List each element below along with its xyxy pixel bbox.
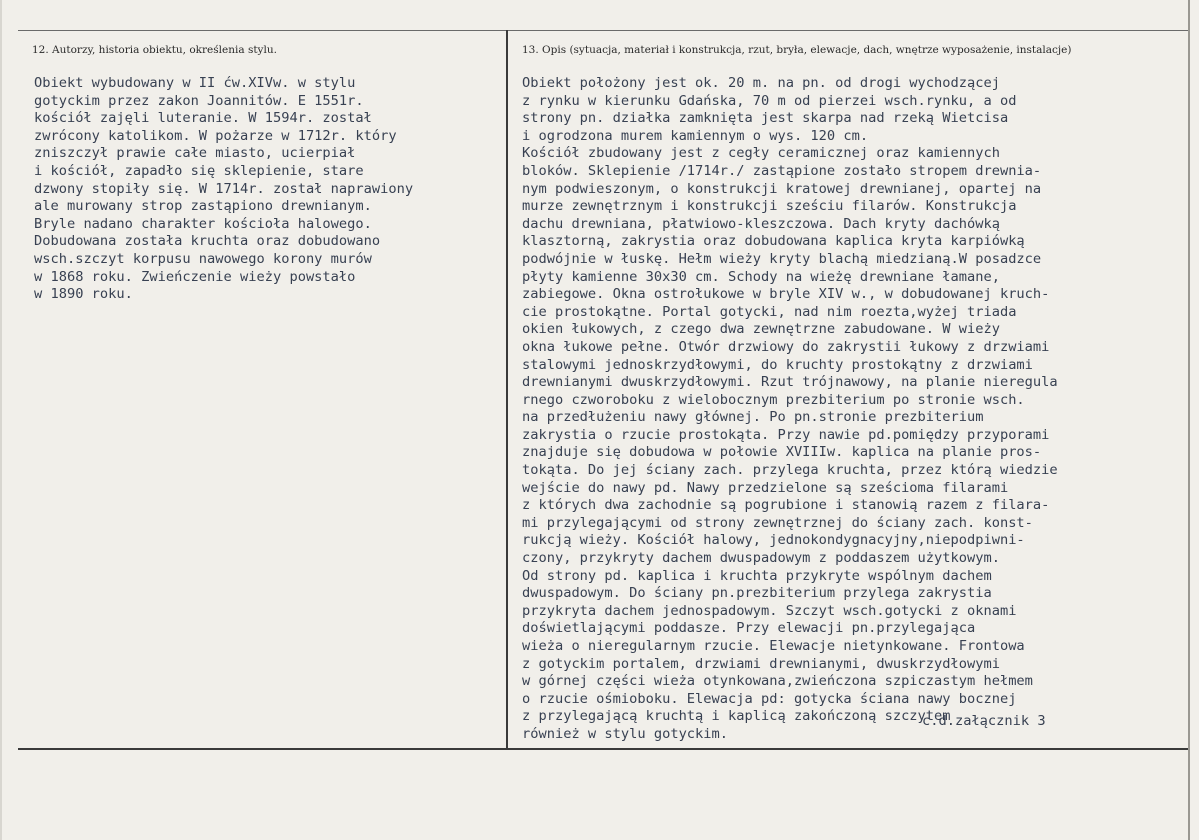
description-text-line: z których dwa zachodnie są pogrubione i stanowią razem z filara-	[522, 497, 1050, 514]
column-divider	[506, 30, 508, 750]
description-text-line: podwójnie w łuskę. Hełm wieży kryty blachą miedzianą.W posadzce	[522, 250, 1042, 267]
history-text-line: w 1890 roku.	[34, 286, 133, 303]
description-text-line: Kościół zbudowany jest z cegły ceramicznej oraz kamiennych	[522, 145, 1000, 162]
section-13-heading: 13. Opis (sytuacja, materiał i konstrukcja, rzut, bryła, elewacje, dach, wnętrze wyposażenie, instalacje)	[522, 44, 1072, 56]
description-text-line: doświetlającymi poddasze. Przy elewacji pn.przylegająca	[522, 620, 976, 637]
history-text-line: gotyckim przez zakon Joannitów. E 1551r.	[34, 92, 364, 109]
description-text-line: rukcją wieży. Kościół halowy, jednokondygnacyjny,niepodpiwni-	[522, 532, 1025, 549]
description-text-line: Obiekt położony jest ok. 20 m. na pn. od drogi wychodzącej	[522, 75, 1000, 91]
description-text-line: i ogrodzona murem kamiennym o wys. 120 cm.	[522, 127, 869, 144]
description-text-line: drewnianymi dwuskrzydłowymi. Rzut trójnawowy, na planie nieregula	[522, 374, 1058, 391]
description-text-line: nym podwieszonym, o konstrukcji kratowej drewnianej, opartej na	[522, 180, 1042, 197]
history-text-line: ale murowany strop zastąpiono drewnianym.	[34, 198, 372, 215]
description-text-line: strony pn. działka zamknięta jest skarpa nad rzeką Wietcisa	[522, 110, 1009, 127]
top-rule	[18, 30, 1188, 31]
description-text-line: rnego czworoboku z wielobocznym prezbiterium po stronie wsch.	[522, 391, 1025, 408]
description-text-line: dwuspadowym. Do ściany pn.prezbiterium przylega zakrystia	[522, 585, 992, 602]
history-text-line: dzwony stopiły się. W 1714r. został naprawiony	[34, 180, 414, 197]
history-text-block	[34, 75, 413, 304]
description-text-line: mi przylegającymi od strony zewnętrznej do ściany zach. konst-	[522, 514, 1033, 531]
description-text-line: stalowymi jednoskrzydłowymi, do kruchty prostokątny z drzwiami	[522, 356, 1033, 373]
description-text-line: zakrystia o rzucie prostokąta. Przy nawie pd.pomiędzy przyporami	[522, 426, 1050, 443]
description-text-line: znajduje się dobudowa w połowie XVIIIw. kaplica na planie pros-	[522, 444, 1042, 461]
description-text-line: w górnej części wieża otynkowana,zwieńczona szpiczastym hełmem	[522, 673, 1033, 690]
description-text-line: Od strony pd. kaplica i kruchta przykryte wspólnym dachem	[522, 567, 992, 584]
description-text-line: na przedłużeniu nawy głównej. Po pn.stronie prezbiterium	[522, 409, 984, 426]
page-edge-right	[1188, 0, 1190, 840]
description-text-line: z gotyckim portalem, drzwiami drewnianymi, dwuskrzydłowymi	[522, 655, 1000, 672]
page-edge-left	[0, 0, 2, 840]
description-text-line: przykryta dachem jednospadowym. Szczyt wsch.gotycki z oknami	[522, 602, 1017, 619]
description-text-line: również w stylu gotyckim.	[522, 725, 729, 742]
history-text-line: wsch.szczyt korpusu nawowego korony murów	[34, 250, 372, 267]
history-text-line: Obiekt wybudowany w II ćw.XIVw. w stylu	[34, 75, 356, 91]
description-text-line: cie prostokątne. Portal gotycki, nad nim roezta,wyżej triada	[522, 303, 1017, 320]
description-text-line: murze zewnętrznym i konstrukcji sześciu filarów. Konstrukcja	[522, 198, 1017, 215]
description-text-line: płyty kamienne 30x30 cm. Schody na wieżę drewniane łamane,	[522, 268, 1000, 285]
description-text-line: z rynku w kierunku Gdańska, 70 m od pierzei wsch.rynku, a od	[522, 92, 1017, 109]
description-text-line: z przylegającą kruchtą i kaplicą zakończoną szczytem	[522, 708, 951, 725]
description-text-line: czony, przykryty dachem dwuspadowym z poddaszem użytkowym.	[522, 550, 1000, 567]
description-text-line: klasztorną, zakrystia oraz dobudowana kaplica kryta karpiówką	[522, 233, 1025, 250]
description-text-line: tokąta. Do jej ściany zach. przylega kruchta, przez którą wiedzie	[522, 462, 1058, 479]
description-text-line: okna łukowe pełne. Otwór drzwiowy do zakrystii łukowy z drzwiami	[522, 338, 1050, 355]
history-text-line: i kościół, zapadło się sklepienie, stare	[34, 162, 364, 179]
description-text-line: dachu drewniana, płatwiowo-kleszczowa. Dach kryty dachówką	[522, 215, 1000, 232]
section-12-heading: 12. Autorzy, historia obiektu, określenia stylu.	[32, 44, 277, 56]
description-text-block	[522, 75, 1058, 744]
history-text-line: w 1868 roku. Zwieńczenie wieży powstało	[34, 268, 356, 285]
history-text-line: zwrócony katolikom. W pożarze w 1712r. który	[34, 127, 397, 144]
history-text-line: zniszczył prawie całe miasto, ucierpiał	[34, 145, 356, 162]
history-text-line: kościół zajęli luteranie. W 1594r. został	[34, 110, 372, 127]
history-text-line: Dobudowana została kruchta oraz dobudowano	[34, 233, 381, 250]
description-text-line: okien łukowych, z czego dwa zewnętrzne zabudowane. W wieży	[522, 321, 1000, 338]
description-text-line: wieża o nieregularnym rzucie. Elewacje nietynkowane. Frontowa	[522, 638, 1025, 654]
bottom-rule	[18, 748, 1188, 750]
description-text-line: o rzucie ośmioboku. Elewacja pd: gotycka ściana nawy bocznej	[522, 690, 1017, 707]
description-text-line: wejście do nawy pd. Nawy przedzielone są sześcioma filarami	[522, 479, 1009, 496]
description-text-line: bloków. Sklepienie /1714r./ zastąpione zostało stropem drewnia-	[522, 162, 1042, 179]
description-text-line: zabiegowe. Okna ostrołukowe w bryle XIV w., w dobudowanej kruch-	[522, 286, 1050, 303]
annex-note: c.d.załącznik 3	[922, 713, 1046, 729]
history-text-line: Bryle nadano charakter kościoła halowego.	[34, 215, 372, 232]
